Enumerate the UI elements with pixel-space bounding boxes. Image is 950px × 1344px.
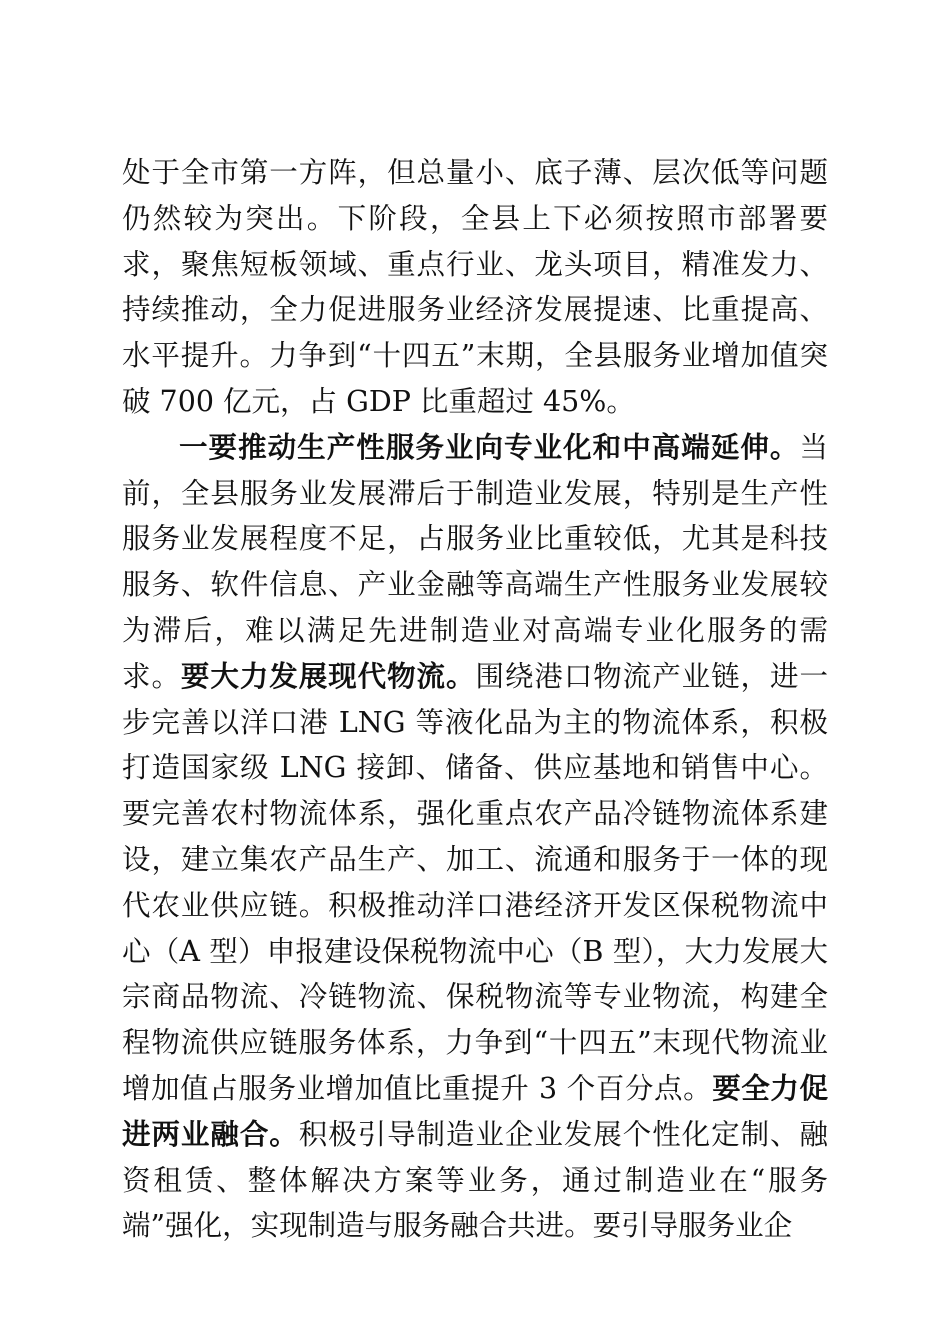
section-heading: 一要推动生产性服务业向专业化和中高端延伸。 <box>179 430 800 464</box>
body-text: 围绕港口物流产业链，进一步完善以洋口港 LNG 等液化品为主的物流体系，积极打造国家级 LNG 接卸、储备、供应基地和销售中心。要完善农村物流体系，强化重点农产品冷链物流体系建设，建立集农产品生产、加工、流通和服务于一体的现代农业供应链。积极推动洋口港经济开发区保税物流中心（A 型）申报建设保税物流中心（B 型），大力发展大宗商品物流、冷链物流、保税物流等专业物流，构建全程物流供应链服务体系，力争到“十四五”末现代物流业增加值占服务业增加值比重提升 3 个百分点。 <box>122 659 828 1105</box>
paragraph-intro: 处于全市第一方阵，但总量小、底子薄、层次低等问题仍然较为突出。下阶段，全县上下必须按照市部署要求，聚焦短板领域、重点行业、龙头项目，精准发力、持续推动，全力促进服务业经济发展提速、比重提高、水平提升。力争到“十四五”末期，全县服务业增加值突破 700 亿元，占 GDP 比重超过 45%。 <box>122 156 828 418</box>
body-text: 当前，全县服务业发展滞后于制造业发展，特别是生产性服务业发展程度不足，占服务业比重较低，尤其是科技服务、软件信息、产业金融等高端生产性服务业发展较为滞后，难以满足先进制造业对高端专业化服务的需求。 <box>122 430 828 693</box>
subheading-integration: 要全力促进两业融合。 <box>122 1071 828 1151</box>
subheading-logistics: 要大力发展现代物流。 <box>180 659 476 693</box>
document-page <box>122 150 828 1249</box>
paragraph-producer-services <box>122 425 828 1249</box>
body-text: 积极引导制造业企业发展个性化定制、融资租赁、整体解决方案等业务，通过制造业在“服务端”强化，实现制造与服务融合共进。要引导服务业企 <box>122 1117 828 1243</box>
